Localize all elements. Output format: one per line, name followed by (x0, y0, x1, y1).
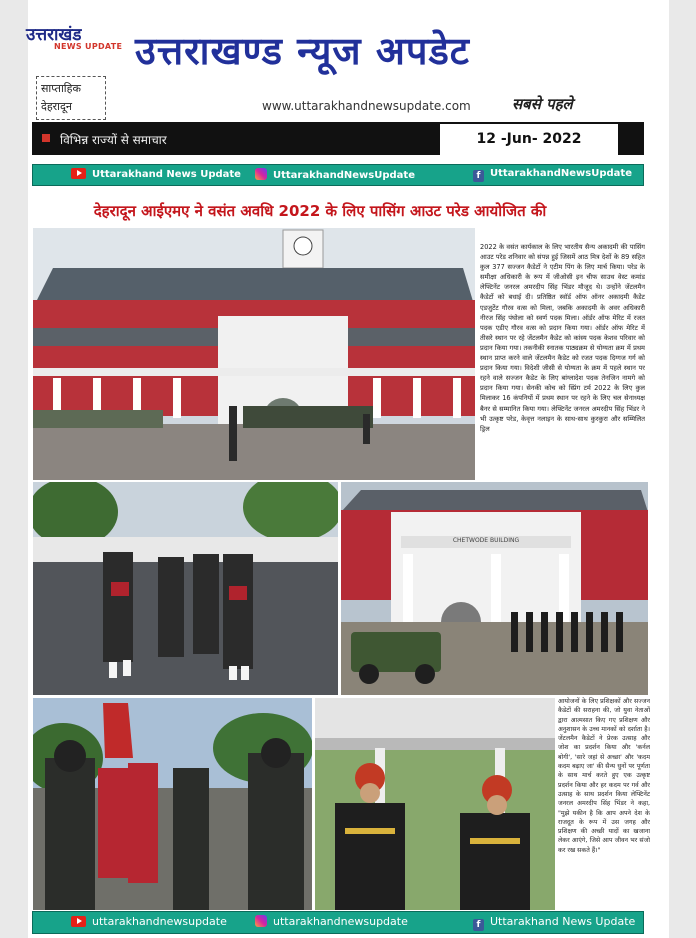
facebook-label: UttarakhandNewsUpdate (490, 168, 632, 179)
building-sign: CHETWODE BUILDING (452, 537, 520, 544)
instagram-icon (255, 168, 267, 180)
photo-parade-ground (33, 228, 475, 480)
weekly-box (36, 76, 106, 120)
social-bar-bottom (32, 911, 644, 934)
facebook-link-bottom[interactable] (473, 915, 635, 931)
article-column-2: आयोजनों के लिए प्रशिक्षकों और सज्जन कैडेटों की सराहना की, जो युवा नेताओं द्वारा आत्मसात किए गए प्रशिक्षण और अनुशासन के उच्च मानकों को दर्शाता है। जेंटलमैन कैडेटों ने प्रेरक उत्साह और जोश का प्रदर्शन किया और 'कर्नल बोगी', 'सारे जहां से अच्छा' और 'कदम कदम बढ़ाए जा' की सैन्य धुनों पर पूर्णता के साथ मार्च करते हुए एक उत्कृष्ट प्रदर्शन किया और हर कदम पर गर्व और उत्साह के साथ प्रदर्शन किया लेफ्टिनेंट जनरल अमरदीप सिंह भिंडर ने कहा, "मुझे यकीन है कि आप अपने देश के राजदूत के रूप में उस जगह और प्रशिक्षण की अच्छी यादों का खजाना लेकर आएंगे, जिसे आप जीवन भर संजो कर रख सकते हैं।" (558, 698, 650, 854)
section-label: विभिन्न राज्यों से समाचार (60, 133, 167, 147)
youtube-link-bottom[interactable] (71, 915, 227, 928)
youtube-icon (71, 168, 86, 179)
issue-date: 12 -Jun- 2022 (440, 124, 618, 155)
facebook-icon: f (473, 919, 484, 931)
instagram-label: UttarakhandNewsUpdate (273, 170, 415, 181)
facebook-label: Uttarakhand News Update (490, 915, 636, 928)
youtube-label: uttarakhandnewsupdate (92, 915, 227, 928)
article-headline: देहरादून आईएमए ने वसंत अवधि 2022 के लिए पासिंग आउट परेड आयोजित की (93, 202, 547, 220)
instagram-icon (255, 915, 267, 927)
instagram-link-bottom[interactable] (255, 915, 408, 928)
weekly-label: साप्ताहिक (41, 82, 81, 95)
instagram-link[interactable] (255, 168, 415, 181)
logo-text: उत्तराखंड (26, 25, 82, 45)
social-bar-top (32, 164, 644, 186)
bullet-square-icon (42, 134, 50, 142)
facebook-link[interactable] (473, 168, 632, 182)
photo-salute (315, 698, 555, 910)
newspaper-title: उत्तराखण्ड न्यूज अपडेट (135, 29, 470, 73)
photo-award-ceremony (33, 698, 312, 910)
photo-chetwode-building (341, 482, 648, 695)
youtube-link[interactable] (71, 168, 241, 180)
youtube-icon (71, 916, 86, 927)
facebook-icon: f (473, 170, 484, 182)
instagram-label: uttarakhandnewsupdate (273, 915, 408, 928)
youtube-label: Uttarakhand News Update (92, 169, 241, 180)
logo-subtitle: NEWS UPDATE (54, 42, 123, 51)
article-column-1: 2022 के वसंत कार्यकाल के लिए भारतीय सैन्य अकादमी की पासिंग आउट परेड शनिवार को संपन्न हुई जिसमें आठ मित्र देशों के 89 सहित कुल 377 सज्जन कैडेटों ने एटीम पिंग के लिए मार्च किया। परेड के समीक्षा अधिकारी के रूप में जीओसी इन चीफ साउथ वेस्ट कमांड लेफ्टिनेंट जनरल अमरदीप सिंह भिंडर मौजूद थे। उन्होंने जेंटलमैन कैडेटों को बधाई दी। प्रतिष्ठित स्वॉर्ड ऑफ ऑनर अकादमी कैडेट एडजुटेंट गौरव वत्स को मिला, जबकि अकादमी के अवर अधिकारी नीरज सिंह पंघोला को स्वर्ण पदक मिला। ऑर्डर ऑफ मेरिट में रजत पदक एडीए गौरव वत्स को प्रदान किया गया। ऑर्डर ऑफ मेरिट में तीसरे स्थान पर रहे जेंटलमैन कैडेट को कांस्य पदक केशव परिवार को प्रदान किया गया। तकनीकी स्नातक पाठ्यक्रम से योग्यता क्रम में प्रथम स्थान प्राप्त करने वाले जेंटलमैन कैडेट को रजत पदक दिग्गज गर्ग को प्रदान किया गया। विदेशी जीसी से योग्यता के क्रम में पहले स्थान पर रहने वाले सज्जन कैडेट के लिए बांग्लादेश पदक तेनजिन नामगे को प्रदान किया गया। सेनकी कोच को स्प्रिंग टर्म 2022 के लिए कुल मिलाकर 16 कंपनियों में प्रथम स्थान पर रहने के लिए चल सेनाध्यक्ष बैनर से सम्मानित किया गया। लेफ्टिनेंट जनरल अमरदीप सिंह भिंडर ने भी उत्कृष्ट परेड, केवृत्त नलाइन के साथ-साथ कुरकुरा और सम्मिलित ड्रिल (480, 243, 645, 433)
photo-cadets-marching (33, 482, 338, 695)
city-label: देहरादून (41, 100, 72, 113)
website-url[interactable]: www.uttarakhandnewsupdate.com (262, 99, 471, 113)
slogan: सबसे पहले (512, 95, 573, 113)
